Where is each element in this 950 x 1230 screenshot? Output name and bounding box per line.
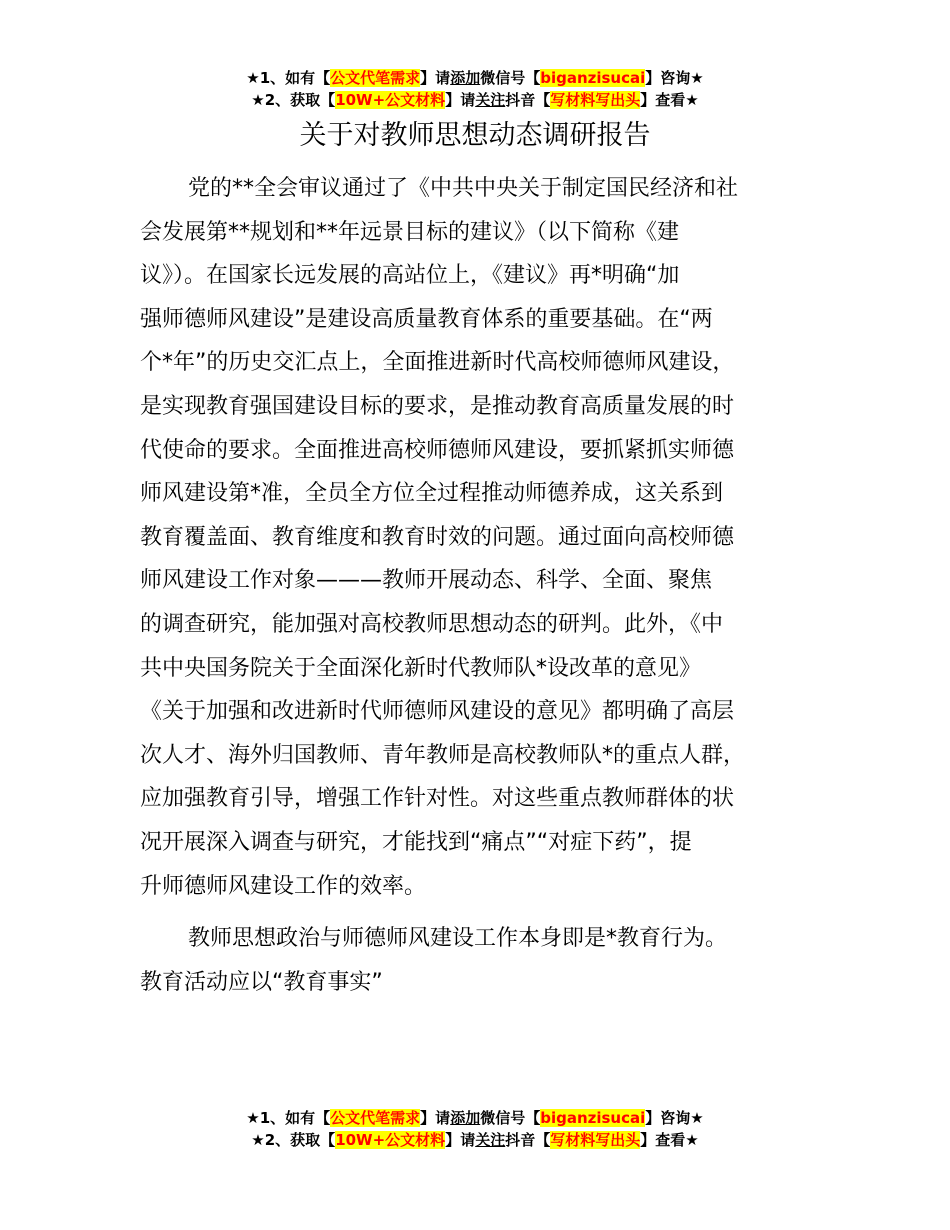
header-promo-banner [0,67,950,111]
text-line: 《关于加强和改进新时代师德师风建设的意见》都明确了高层 [140,699,735,725]
text-line: 强师德师风建设”是建设高质量教育体系的重要基础。在“两 [140,306,713,332]
document-title: 关于对教师思想动态调研报告 [299,120,651,151]
promo-line-1: ★1、如有【公文代笔需求】请添加微信号【biganzisucai】咨询★ [246,1109,704,1127]
text-line: 次人才、海外归国教师、青年教师是高校教师队*的重点人群， [140,742,746,768]
text-line: 师风建设工作对象———教师开展动态、科学、全面、聚焦 [140,568,713,594]
text-line: 的调查研究，能加强对高校教师思想动态的研判。此外，《中 [140,611,724,637]
text-line: 党的**全会审议通过了《中共中央关于制定国民经济和社 [188,176,739,201]
text-line: 况开展深入调查与研究，才能找到“痛点”“对症下药”，提 [140,829,692,855]
promo-highlight: biganzisucai [540,69,646,87]
text-line: 教育覆盖面、教育维度和教育时效的问题。通过面向高校师德 [140,524,735,550]
text-line: 应加强教育引导，增强工作针对性。对这些重点教师群体的状 [140,786,735,812]
promo-highlight: 写材料写出头 [550,91,641,109]
promo-highlight: 10W+公文材料 [335,1131,446,1149]
promo-highlight: 公文代笔需求 [330,1109,421,1127]
promo-line-2: ★2、获取【10W+公文材料】请关注抖音【写材料写出头】查看★ [251,91,699,109]
text-line: 升师德师风建设工作的效率。 [140,873,427,899]
promo-line-2: ★2、获取【10W+公文材料】请关注抖音【写材料写出头】查看★ [251,1131,699,1149]
promo-highlight: biganzisucai [540,1109,646,1127]
text-line: 教师思想政治与师德师风建设工作本身即是*教育行为。 [188,926,728,951]
text-line: 议》）。在国家长远发展的高站位上，《建议》再*明确“加 [140,263,680,289]
promo-highlight: 公文代笔需求 [330,69,421,87]
promo-highlight: 写材料写出头 [550,1131,641,1149]
text-line: 是实现教育强国建设目标的要求，是推动教育高质量发展的时 [140,393,735,419]
promo-line-1: ★1、如有【公文代笔需求】请添加微信号【biganzisucai】咨询★ [246,69,704,87]
text-line: 会发展第**规划和**年远景目标的建议》（以下简称《建 [140,219,680,245]
text-line: 代使命的要求。全面推进高校师德师风建设，要抓紧抓实师德 [140,437,735,463]
promo-highlight: 10W+公文材料 [335,91,446,109]
body-paragraph [140,917,835,1004]
footer-promo-banner [0,1107,950,1151]
text-line: 教育活动应以“教育事实” [140,969,383,995]
text-line: 个*年”的历史交汇点上，全面推进新时代高校师德师风建设， [140,350,735,376]
body-paragraph [140,167,835,908]
text-line: 师风建设第*准，全员全方位全过程推动师德养成，这关系到 [140,481,724,507]
text-line: 共中央国务院关于全面深化新时代教师队*设改革的意见》 [140,655,702,681]
